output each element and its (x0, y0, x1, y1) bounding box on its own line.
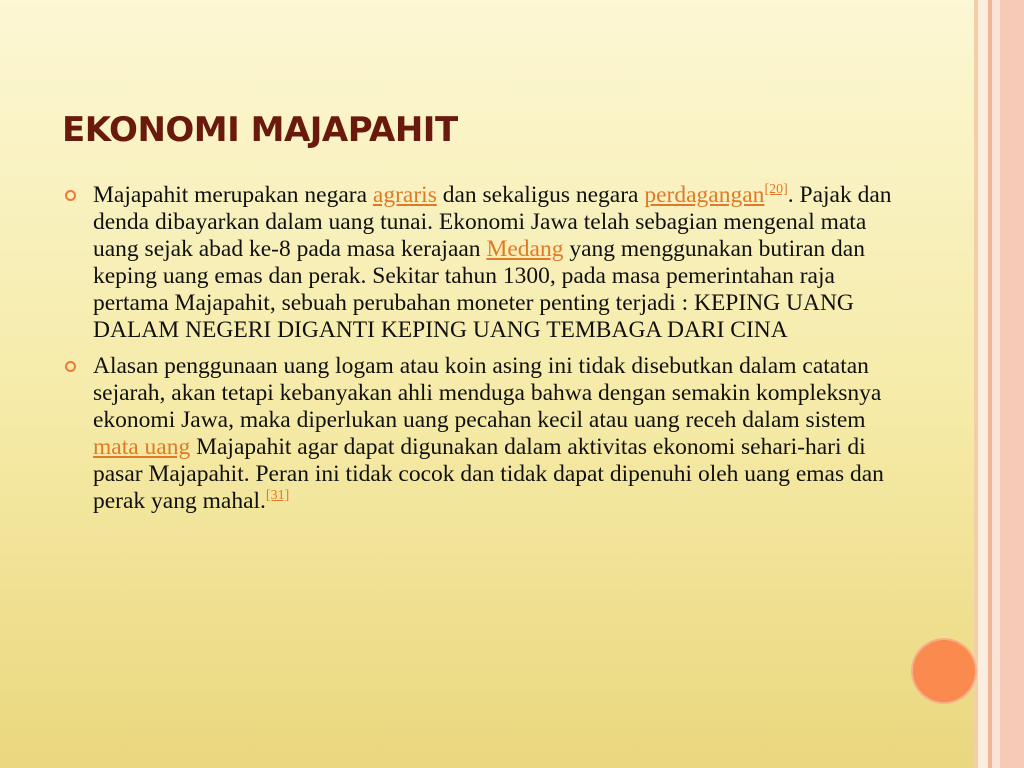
reference-link-20[interactable]: [20] (764, 182, 788, 198)
slide-content (62, 182, 892, 524)
text: Majapahit agar dapat digunakan dalam aktivitas ekonomi sehari-hari di pasar Majapahit. Peran ini tidak cocok dan tidak dapat dipenuhi oleh uang emas dan perak yang mahal. (93, 434, 884, 514)
bullet-paragraph-2 (62, 353, 892, 515)
link-perdagangan[interactable]: perdagangan (644, 182, 765, 208)
link-medang[interactable]: Medang (486, 236, 564, 262)
reference-link-31[interactable]: [31] (265, 488, 290, 504)
reference-31 (266, 488, 289, 503)
slide-title: EKONOMI MAJAPAHIT (62, 110, 458, 150)
decorative-orange-circle (913, 640, 975, 702)
text: dan sekaligus negara (436, 182, 645, 208)
ring-bullet-icon (65, 190, 76, 201)
link-agraris[interactable]: agraris (372, 182, 437, 208)
stripe (978, 0, 988, 768)
bullet-paragraph-1 (62, 182, 892, 344)
decorative-side-stripes (974, 0, 1024, 768)
reference-20 (764, 182, 787, 197)
ring-bullet-icon (65, 361, 76, 372)
text: . Pajak dan denda dibayarkan dalam uang tunai. Ekonomi Jawa telah sebagian mengenal mata uang sejak abad ke-8 pada masa kerajaan (93, 182, 892, 262)
stripe (992, 0, 1000, 768)
stripe (1000, 0, 1024, 768)
text: yang menggunakan butiran dan keping uang emas dan perak. Sekitar tahun 1300, pada masa pemerintahan raja pertama Majapahit, sebuah perubahan moneter penting terjadi : KEPING UANG DALAM NEGERI DIGANTI KEPING UANG TEMBAGA DARI CINA (93, 236, 865, 343)
text: Majapahit merupakan negara (93, 182, 373, 208)
link-mata-uang[interactable]: mata uang (93, 434, 191, 460)
text: Alasan penggunaan uang logam atau koin asing ini tidak disebutkan dalam catatan sejarah, akan tetapi kebanyakan ahli menduga bahwa dengan semakin kompleksnya ekonomi Jawa, maka diperlukan uang pecahan kecil atau uang receh dalam sistem (93, 353, 882, 433)
